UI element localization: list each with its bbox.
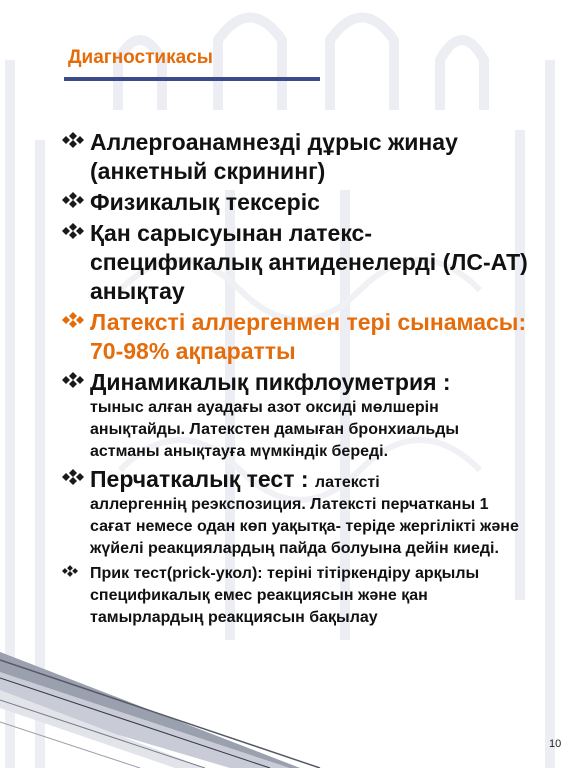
- bullet-item-highlight: [62, 308, 532, 366]
- diamond-bullet-icon: [62, 372, 84, 388]
- bullet-detail-inline: латексті: [314, 474, 380, 491]
- bullet-detail: тыныс алған ауадағы азот оксиді мөлшерін анықтайды. Латекстен дамыған бронхиальды астманы анықтауға мүмкіндік береді.: [90, 399, 460, 460]
- diamond-bullet-icon: [62, 132, 84, 148]
- diamond-bullet-icon: [62, 192, 84, 208]
- diamond-bullet-icon: [62, 223, 84, 239]
- bullet-text: Прик тест(prick-укол): теріні тітіркендіру арқылы спецификалық емес реакциясын және қан тамырлардың реакциясын бақылау: [90, 565, 480, 626]
- bullet-item: [62, 128, 532, 186]
- slide-title: Диагностикасы: [68, 47, 213, 68]
- page-number: 10: [549, 738, 562, 750]
- bullet-detail: аллергеннің реэкспозиция. Латексті перчатканы 1 сағат немесе одан көп уақытқа- теріде жергілікті және жүйелі реакциялардың пайда болуына дейін киеді.: [90, 496, 519, 557]
- bullet-item: [62, 219, 532, 306]
- bullet-text: Динамикалық пикфлоуметрия :: [90, 369, 451, 395]
- bullet-text: Перчаткалық тест :: [90, 466, 309, 492]
- bullet-item: [62, 368, 532, 463]
- bullet-item: [62, 465, 532, 560]
- bullet-item: [62, 188, 532, 217]
- corner-ribbon: [0, 652, 320, 768]
- diamond-bullet-icon: [62, 469, 84, 485]
- diamond-bullet-icon: [62, 565, 78, 577]
- diamond-bullet-icon: [62, 312, 84, 328]
- bullet-text: Физикалық тексеріс: [90, 189, 320, 215]
- bullet-item: [62, 563, 532, 629]
- bullet-text: Аллергоанамнезді дұрыс жинау (анкетный скрининг): [90, 129, 458, 184]
- bullet-list: [62, 128, 532, 629]
- bullet-text: Қан сарысуынан латекс-спецификалық антиденелерді (ЛС-АТ) анықтау: [90, 220, 528, 304]
- title-underline: [64, 77, 320, 81]
- bullet-text: Латексті аллергенмен тері сынамасы: 70-98% ақпаратты: [90, 309, 527, 364]
